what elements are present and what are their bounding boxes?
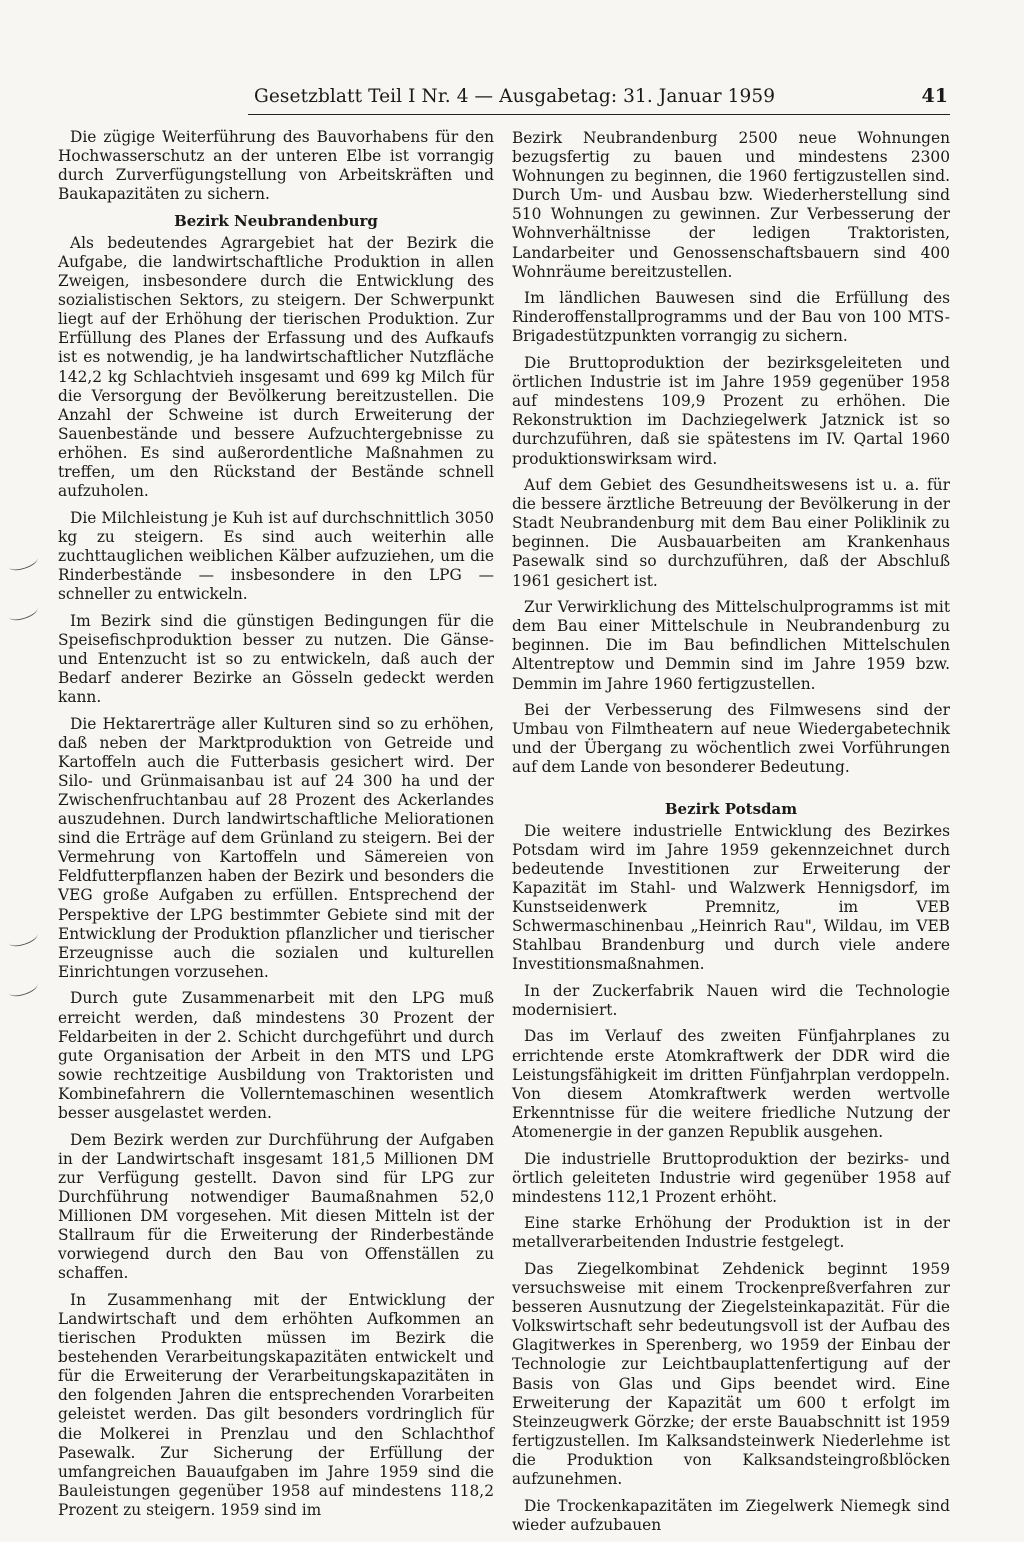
section-heading-potsdam: Bezirk Potsdam	[664, 799, 798, 818]
paragraph: Durch gute Zusammenarbeit mit den LPG muß erreicht werden, daß mindestens 30 Prozent der Feldarbeiten in der 2. Schicht durchgeführt und durch gute Organisation der Arbeit in den MTS und LPG sowie rechtzeitige Ausbildung von Traktoristen und Kombinefahrern die Vollerntemaschinen wesentlich besser ausgelastet werden.	[58, 989, 494, 1122]
paragraph: Zur Verwirklichung des Mittelschulprogramms ist mit dem Bau einer Mittelschule in Neubrandenburg zu beginnen. Die im Bau befindlichen Mittelschulen Altentreptow und Demmin sind im Jahre 1959 bzw. Demmin im Jahre 1960 fertigzustellen.	[512, 598, 950, 693]
page-number: 41	[921, 85, 948, 107]
margin-tick-mark	[7, 978, 40, 1000]
header-title: Gesetzblatt Teil I Nr. 4 — Ausgabetag: 31. Januar 1959	[254, 86, 776, 107]
paragraph: Die industrielle Bruttoproduktion der bezirks- und örtlich geleiteten Industrie wird gegenüber 1958 auf mindestens 112,1 Prozent erhöht.	[512, 1149, 950, 1206]
paragraph: Dem Bezirk werden zur Durchführung der Aufgaben in der Landwirtschaft insgesamt 181,5 Millionen DM zur Verfügung gestellt. Davon sind für LPG zur Durchführung notwendiger Baumaßnahmen 52,0 Millionen DM vorgesehen. Mit diesen Mitteln ist der Stallraum für die Erweiterung der Rinderbestände vorwiegend durch den Bau von Offenställen zu schaffen.	[58, 1130, 494, 1283]
paragraph: Die Milchleistung je Kuh ist auf durchschnittlich 3050 kg zu steigern. Es sind auch weiterhin alle zuchttauglichen weiblichen Kälber aufzuziehen, um die Rinderbestände — insbesondere in den LPG — schneller zu entwickeln.	[58, 508, 494, 604]
paragraph: Die Trockenkapazitäten im Ziegelwerk Niemegk sind wieder aufzubauen	[512, 1496, 950, 1534]
left-column	[58, 128, 494, 1527]
right-column	[512, 129, 950, 1542]
paragraph: Die zügige Weiterführung des Bauvorhabens für den Hochwasserschutz an der unteren Elbe ist vorrangig durch Zurverfügungstellung von Arbeitskräften und Baukapazitäten zu sichern.	[58, 128, 494, 204]
paragraph: Das Ziegelkombinat Zehdenick beginnt 1959 versuchsweise mit einem Trockenpreßverfahren zur besseren Ausnutzung der Ziegelsteinkapazität. Für die Volkswirtschaft sehr bedeutungsvoll ist der Aufbau des Glagitwerkes in Sperenberg, wo 1959 der Einbau der Technologie zur Leichtbauplattenfertigung auf der Basis von Glas und Gips beendet wird. Eine Erweiterung der Kapazität um 600 t erfolgt im Steinzeugwerk Görzke; der erste Bauabschnitt ist 1959 fertigzustellen. Im Kalksandsteinwerk Niederlehme ist die Produktion von Kalksandsteingroßblöcken aufzunehmen.	[512, 1259, 950, 1488]
paragraph: In Zusammenhang mit der Entwicklung der Landwirtschaft und dem erhöhten Aufkommen an tierischen Produkten müssen im Bezirk die bestehenden Verarbeitungskapazitäten entwickelt und für die Erweiterung der Verarbeitungskapazitäten in den folgenden Jahren die entsprechenden Vorarbeiten geleistet werden. Das gilt besonders vordringlich für die Molkerei in Prenzlau und den Schlachthof Pasewalk. Zur Sicherung der Erfüllung der umfangreichen Bauaufgaben im Jahre 1959 sind die Bauleistungen gegenüber 1958 auf mindestens 118,2 Prozent zu steigern. 1959 sind im	[58, 1290, 494, 1519]
paragraph: Eine starke Erhöhung der Produktion ist in der metallverarbeitenden Industrie festgelegt.	[512, 1214, 950, 1252]
paragraph: Auf dem Gebiet des Gesundheitswesens ist u. a. für die bessere ärztliche Betreuung der Bevölkerung in der Stadt Neubrandenburg mit dem Bau einer Poliklinik zu beginnen. Die Ausbauarbeiten am Krankenhaus Pasewalk sind so durchzuführen, daß der Abschluß 1961 gesichert ist.	[512, 476, 950, 590]
page-header	[248, 86, 950, 115]
margin-tick-mark	[7, 602, 40, 624]
paragraph: Bei der Verbesserung des Filmwesens sind der Umbau von Filmtheatern auf neue Wiedergabetechnik und der Übergang zu wöchentlich zwei Vorführungen auf dem Lande von besonderer Bedeutung.	[512, 701, 950, 777]
paragraph: Das im Verlauf des zweiten Fünfjahrplanes zu errichtende erste Atomkraftwerk der DDR wird die Leistungsfähigkeit im dritten Fünfjahrplan verdoppeln. Von diesem Atomkraftwerk werden wertvolle Erkenntnisse für die weitere friedliche Nutzung der Atomenergie in der ganzen Republik ausgehen.	[512, 1027, 950, 1141]
paragraph: In der Zuckerfabrik Nauen wird die Technologie modernisiert.	[512, 981, 950, 1019]
paragraph: Im ländlichen Bauwesen sind die Erfüllung des Rinderoffenstallprogramms und der Bau von 100 MTS-Brigadestützpunkten vorrangig zu sichern.	[512, 289, 950, 346]
section-heading-neubrandenburg: Bezirk Neubrandenburg	[174, 211, 378, 230]
paragraph: Als bedeutendes Agrargebiet hat der Bezirk die Aufgabe, die landwirtschaftliche Produktion in allen Zweigen, insbesondere durch die Entwicklung des sozialistischen Sektors, zu steigern. Der Schwerpunkt liegt auf der Erhöhung der tierischen Produktion. Zur Erfüllung des Planes der Erfassung und des Aufkaufs ist es notwendig, je ha landwirtschaftlicher Nutzfläche 142,2 kg Schlachtvieh insgesamt und 699 kg Milch für die Versorgung der Bevölkerung bereitzustellen. Die Anzahl der Schweine ist durch Erweiterung der Sauenbestände und bessere Aufzuchtergebnisse zu erhöhen. Es sind außerordentliche Maßnahmen zu treffen, um den Rückstand der Bestände schnell aufzuholen.	[58, 233, 494, 501]
margin-tick-mark	[7, 552, 40, 574]
paragraph: Die Hektarerträge aller Kulturen sind so zu erhöhen, daß neben der Marktproduktion von Getreide und Kartoffeln auch die Futterbasis gesichert wird. Der Silo- und Grünmaisanbau ist auf 24 300 ha und der Zwischenfruchtanbau auf 28 Prozent des Ackerlandes auszudehnen. Durch landwirtschaftliche Meliorationen sind die Erträge auf dem Grünland zu steigern. Bei der Vermehrung von Kartoffeln und Sämereien von Feldfutterpflanzen haben der Bezirk und besonders die VEG große Aufgaben zu erfüllen. Entsprechend der Perspektive der LPG bestimmter Gebiete sind mit der Entwicklung der Produktion pflanzlicher und tierischer Erzeugnisse auch die sozialen und kulturellen Einrichtungen vorzusehen.	[58, 714, 494, 981]
paragraph: Bezirk Neubrandenburg 2500 neue Wohnungen bezugsfertig zu bauen und mindestens 2300 Wohnungen zu beginnen, die 1960 fertigzustellen sind. Durch Um- und Ausbau bzw. Wiederherstellung sind 510 Wohnungen zu gewinnen. Zur Verbesserung der Wohnverhältnisse der ledigen Traktoristen, Landarbeiter und Genossenschaftsbauern sind 400 Wohnräume bereitzustellen.	[512, 129, 950, 281]
paragraph: Die weitere industrielle Entwicklung des Bezirkes Potsdam wird im Jahre 1959 gekennzeichnet durch bedeutende Investitionen zur Erweiterung der Kapazität im Stahl- und Walzwerk Hennigsdorf, im Kunstseidenwerk Premnitz, im VEB Schwermaschinenbau „Heinrich Rau", Wildau, im VEB Stahlbau Brandenburg und durch viele andere Investitionsmaßnahmen.	[512, 821, 950, 974]
margin-tick-mark	[7, 928, 40, 950]
paragraph: Im Bezirk sind die günstigen Bedingungen für die Speisefischproduktion besser zu nutzen. Die Gänse- und Entenzucht ist so zu entwickeln, daß auch der Bedarf anderer Bezirke an Gösseln gedeckt werden kann.	[58, 611, 494, 707]
paragraph: Die Bruttoproduktion der bezirksgeleiteten und örtlichen Industrie ist im Jahre 1959 gegenüber 1958 auf mindestens 109,9 Prozent zu erhöhen. Die Rekonstruktion im Dachziegelwerk Jatznick ist so durchzuführen, daß sie spätestens im IV. Qartal 1960 produktionswirksam wird.	[512, 354, 950, 468]
